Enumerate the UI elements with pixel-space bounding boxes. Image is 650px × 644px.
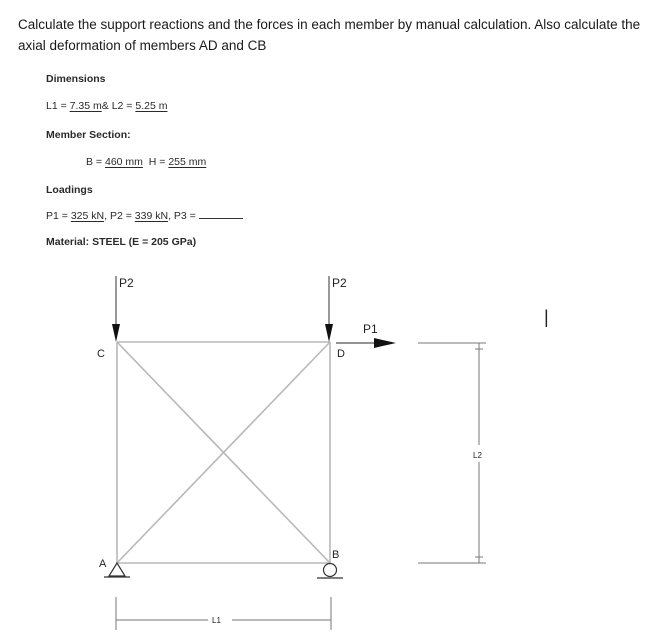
load-p1 — [336, 338, 396, 348]
node-a-label: A — [99, 558, 107, 570]
dimension-separator: & — [101, 100, 109, 112]
roller-support-b — [317, 564, 343, 579]
b-value: 460 mm — [104, 156, 143, 168]
member-section-heading: Member Section: — [46, 129, 131, 141]
p2-right-label: P2 — [332, 276, 347, 290]
dim-l2-label: L2 — [473, 451, 482, 460]
p1-value: 325 kN — [70, 210, 105, 222]
p1-label: P1 = — [46, 210, 68, 222]
node-c-label: C — [97, 348, 105, 360]
dim-l1-label: L1 — [212, 616, 221, 625]
loadings-heading: Loadings — [46, 184, 93, 196]
question-text: Calculate the support reactions and the forces in each member by manual calculation. Also calculate the axial deformation of members AD and CB — [18, 17, 641, 53]
p1-label-diagram: P1 — [363, 322, 378, 336]
material-text: Material: STEEL (E = 205 GPa) — [46, 236, 197, 248]
l2-label: L2 = — [111, 100, 133, 112]
p3-label: P3 = — [173, 210, 196, 222]
p2-label: P2 = — [109, 210, 132, 222]
node-b-label: B — [332, 549, 340, 561]
dimension-l1 — [116, 597, 331, 630]
loadings-line: P1 = 325 kN, P2 = 339 kN, P3 = — [46, 209, 243, 222]
l1-value: 7.35 m — [69, 100, 102, 112]
h-label: H = — [148, 156, 166, 168]
h-value: 255 mm — [168, 156, 207, 168]
l2-value: 5.25 m — [135, 100, 168, 112]
text-cursor: | — [544, 307, 549, 327]
p2-left-label: P2 — [119, 276, 134, 290]
truss-members — [117, 342, 330, 563]
node-d-label: D — [337, 348, 345, 360]
dimensions-heading: Dimensions — [46, 73, 106, 85]
l1-label: L1 = — [46, 100, 67, 112]
pin-support-a — [104, 563, 130, 577]
b-label: B = — [86, 156, 103, 168]
p2-value: 339 kN — [134, 210, 169, 222]
